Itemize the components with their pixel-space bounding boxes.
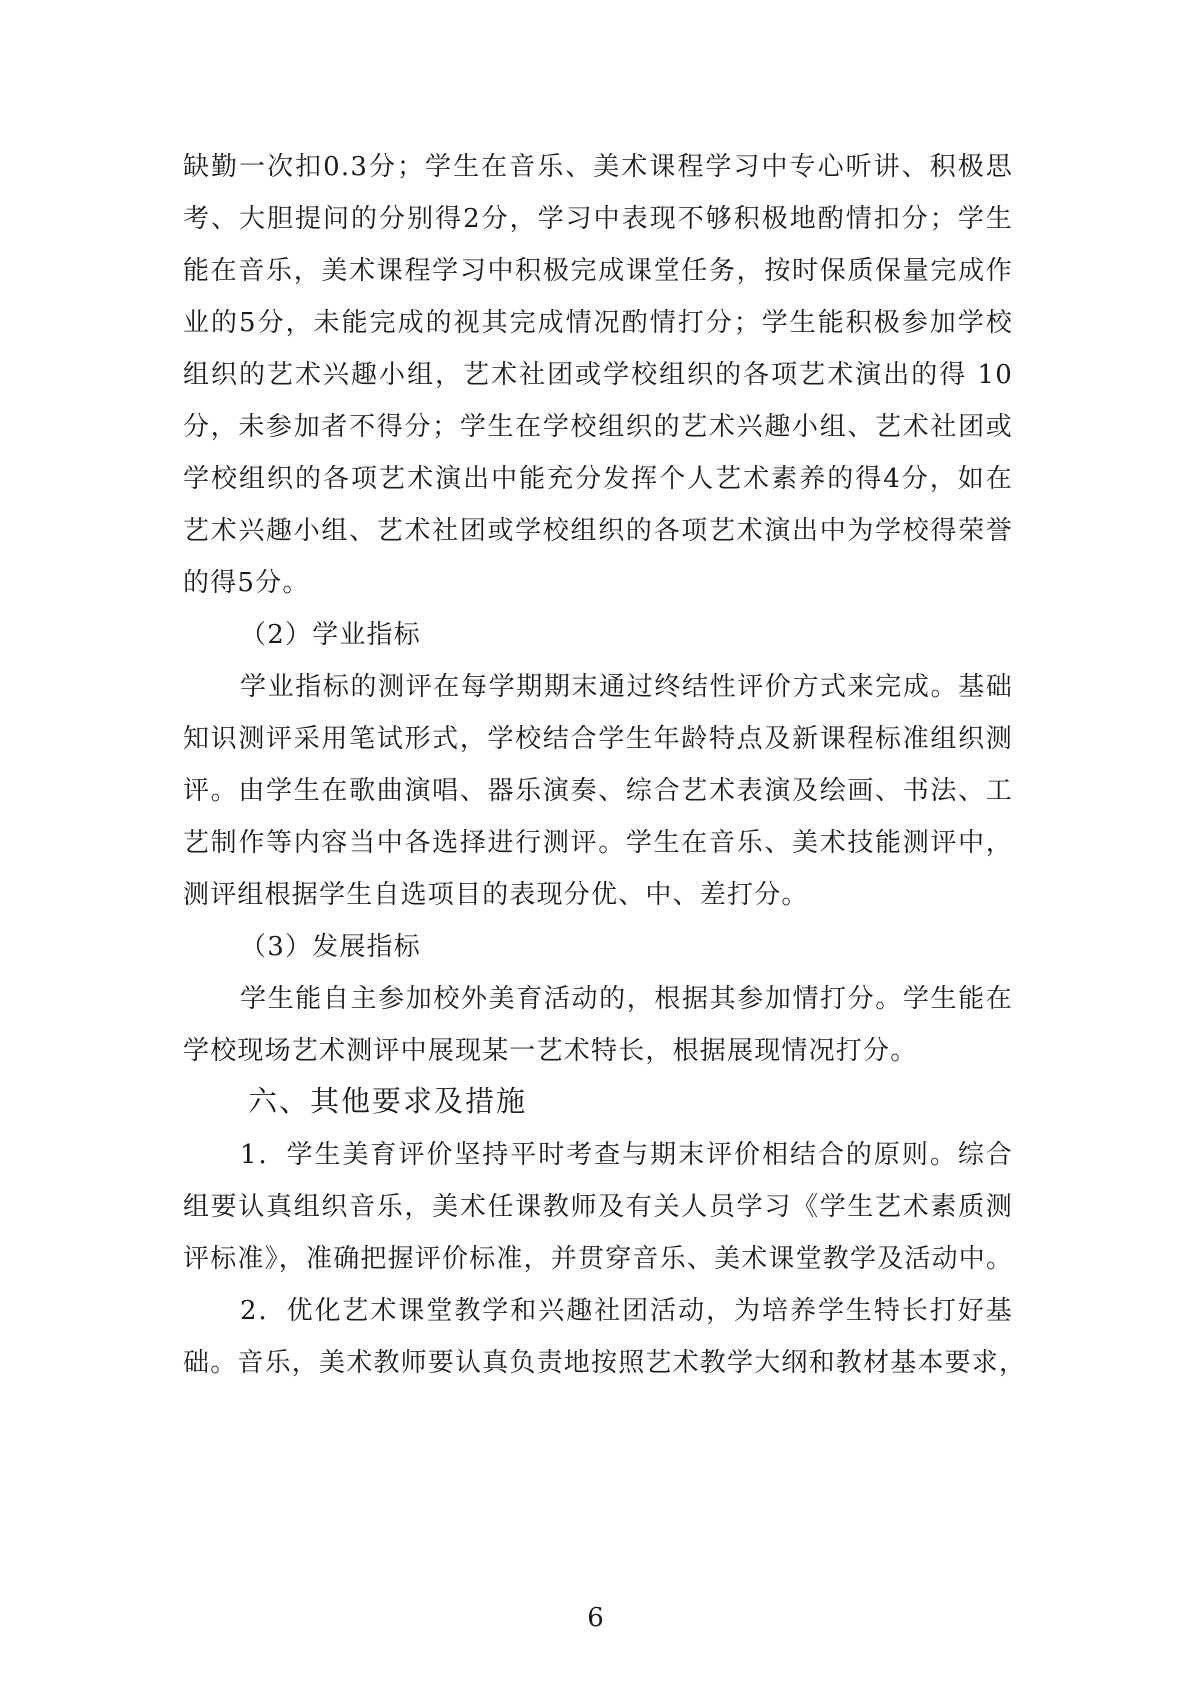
- text-line: 1．学生美育评价坚持平时考查与期末评价相结合的原则。综合: [240, 1140, 1013, 1170]
- text-line: 组要认真组织音乐，美术任课教师及有关人员学习《学生艺术素质测: [183, 1192, 1013, 1222]
- text-line: 能在音乐，美术课程学习中积极完成课堂任务，按时保质保量完成作: [183, 256, 1013, 286]
- text-line: 业的5分，未能完成的视其完成情况酌情打分；学生能积极参加学校: [183, 308, 1013, 338]
- text-line: 学业指标的测评在每学期期末通过终结性评价方式来完成。基础: [240, 672, 1013, 702]
- text-line: 艺术兴趣小组、艺术社团或学校组织的各项艺术演出中为学校得荣誉: [183, 516, 1013, 546]
- text-line: 2．优化艺术课堂教学和兴趣社团活动，为培养学生特长打好基: [240, 1296, 1013, 1326]
- text-line: 组织的艺术兴趣小组，艺术社团或学校组织的各项艺术演出的得 10: [183, 360, 1013, 390]
- text-line: 的得5分。: [183, 568, 310, 598]
- page-number: 6: [587, 1603, 604, 1633]
- text-line: 分，未参加者不得分；学生在学校组织的艺术兴趣小组、艺术社团或: [183, 412, 1013, 442]
- text-line: 评标准》，准确把握评价标准，并贯穿音乐、美术课堂教学及活动中。: [183, 1244, 1014, 1274]
- text-line: 缺勤一次扣0.3分；学生在音乐、美术课程学习中专心听讲、积极思: [183, 152, 1013, 182]
- section-heading: 六、其他要求及措施: [248, 1084, 528, 1118]
- text-line: 测评组根据学生自选项目的表现分优、中、差打分。: [183, 880, 809, 910]
- text-line: 学生能自主参加校外美育活动的，根据其参加情打分。学生能在: [240, 984, 1013, 1014]
- text-line: 评。由学生在歌曲演唱、器乐演奏、综合艺术表演及绘画、书法、工: [183, 776, 1013, 806]
- text-line: 考、大胆提问的分别得2分，学习中表现不够积极地酌情扣分；学生: [183, 204, 1013, 234]
- text-line: 艺制作等内容当中各选择进行测评。学生在音乐、美术技能测评中，: [183, 828, 1013, 858]
- subsection-heading: （3）发展指标: [240, 932, 421, 962]
- subsection-heading: （2）学业指标: [240, 620, 421, 650]
- text-line: 知识测评采用笔试形式，学校结合学生年龄特点及新课程标准组织测: [183, 724, 1013, 754]
- text-line: 学校组织的各项艺术演出中能充分发挥个人艺术素养的得4分，如在: [183, 464, 1013, 494]
- text-line: 础。音乐，美术教师要认真负责地按照艺术教学大纲和教材基本要求，: [183, 1348, 1027, 1378]
- text-line: 学校现场艺术测评中展现某一艺术特长，根据展现情况打分。: [183, 1036, 918, 1066]
